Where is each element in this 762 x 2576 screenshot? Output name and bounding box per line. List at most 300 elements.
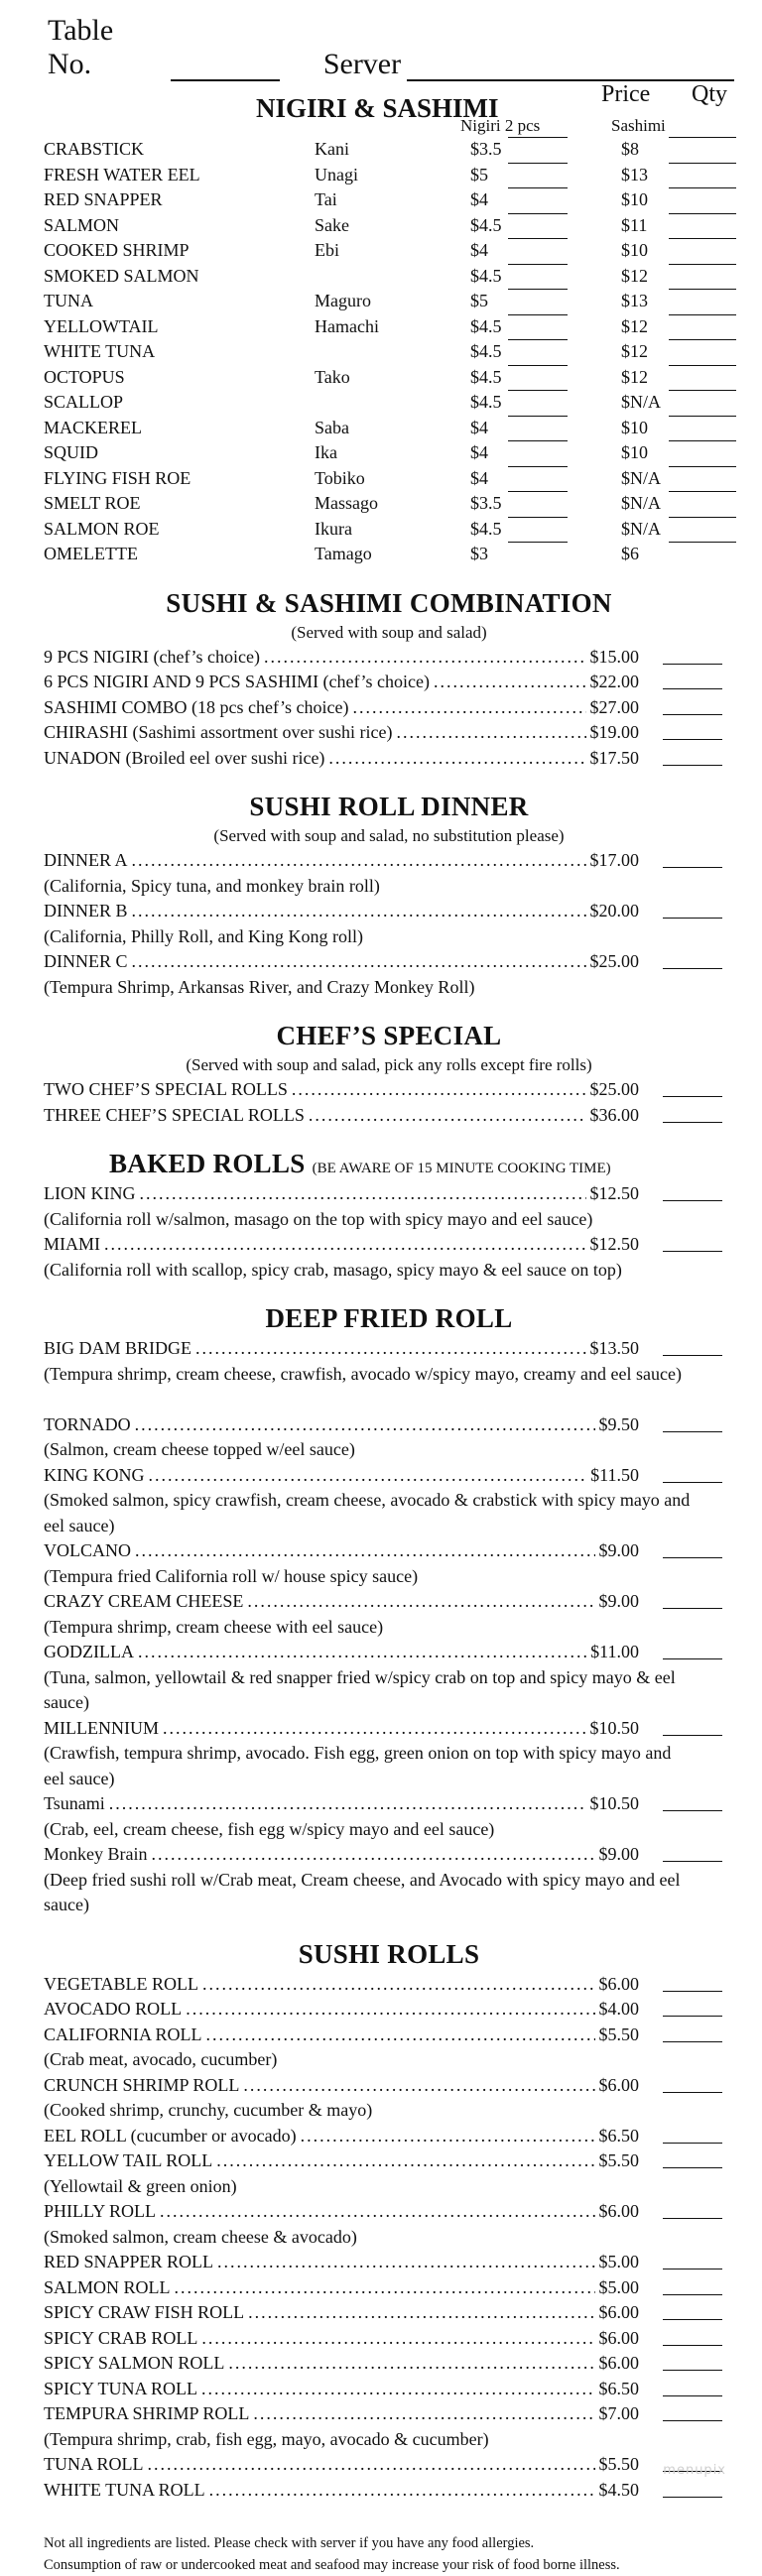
item-price: $6.50	[598, 2125, 639, 2146]
item-name: YELLOWTAIL	[44, 315, 159, 336]
item-description: (California roll with scallop, spicy crab, masago, spicy mayo & eel sauce on top)	[44, 1259, 622, 1280]
qty-blank[interactable]	[663, 1355, 722, 1356]
nigiri-row	[44, 491, 734, 517]
item-name: CRUNCH SHRIMP ROLL	[44, 2074, 240, 2095]
qty-blank[interactable]	[663, 2345, 722, 2346]
nigiri-row	[44, 440, 734, 466]
nigiri-qty-blank[interactable]	[508, 491, 568, 492]
item-description: (Tempura shrimp, cream cheese with eel sauce)	[44, 1616, 384, 1637]
dot-leader	[309, 1103, 586, 1129]
chef-title: CHEF’S SPECIAL	[276, 1021, 502, 1050]
nigiri-qty-blank[interactable]	[508, 416, 568, 417]
qty-blank[interactable]	[663, 918, 722, 919]
dot-leader	[264, 645, 586, 671]
qty-blank[interactable]	[663, 765, 722, 766]
item-name: WHITE TUNA	[44, 341, 156, 361]
sashimi-price: $8	[621, 139, 639, 159]
dot-leader	[132, 848, 586, 874]
nigiri-price: $4.5	[470, 315, 502, 336]
nigiri-price: $3.5	[470, 493, 502, 513]
sashimi-price: $10	[621, 442, 648, 462]
sashimi-qty-blank[interactable]	[669, 365, 736, 366]
qty-blank[interactable]	[663, 688, 722, 689]
menu-item	[44, 1538, 734, 1564]
qty-blank[interactable]	[663, 1658, 722, 1659]
qty-blank[interactable]	[663, 739, 722, 740]
item-name: TEMPURA SHRIMP ROLL	[44, 2403, 250, 2423]
qty-blank[interactable]	[663, 1200, 722, 1201]
nigiri-qty-blank[interactable]	[508, 213, 568, 214]
dot-leader	[186, 1997, 594, 2023]
chef-subtitle: (Served with soup and salad, pick any rolls except fire rolls)	[186, 1055, 592, 1074]
item-name: SMELT ROE	[44, 493, 141, 513]
dot-leader	[135, 1538, 595, 1564]
qty-blank[interactable]	[663, 664, 722, 665]
dot-leader	[160, 2199, 594, 2225]
menu-item	[44, 1077, 734, 1103]
item-price: $20.00	[589, 901, 639, 920]
nigiri-price: $4.5	[470, 518, 502, 539]
nigiri-row	[44, 314, 734, 340]
item-name: CRAZY CREAM CHEESE	[44, 1591, 244, 1611]
nigiri-price: $3.5	[470, 139, 502, 159]
item-name: SQUID	[44, 442, 99, 462]
menu-item	[44, 848, 734, 874]
item-name: GODZILLA	[44, 1642, 134, 1661]
sashimi-qty-blank[interactable]	[669, 339, 736, 340]
dot-leader	[248, 2300, 594, 2326]
item-description: (Deep fried sushi roll w/Crab meat, Cream cheese, and Avocado with spicy mayo and eel sauce)	[44, 1869, 681, 1914]
nigiri-row	[44, 517, 734, 543]
menu-item	[44, 2377, 734, 2402]
qty-blank[interactable]	[663, 1557, 722, 1558]
menu-item	[44, 2148, 734, 2174]
nigiri-qty-blank[interactable]	[508, 314, 568, 315]
dot-leader	[201, 2326, 594, 2352]
menu-item	[44, 1791, 734, 1817]
sashimi-subheader: Sashimi	[611, 116, 666, 135]
nigiri-price: $4	[470, 442, 488, 462]
server-label: Server	[322, 48, 402, 80]
item-price: $6.00	[598, 2302, 639, 2322]
baked-note: (BE AWARE OF 15 MINUTE COOKING TIME)	[312, 1161, 611, 1176]
baked-header	[44, 1146, 734, 1181]
menu-item	[44, 720, 734, 746]
sashimi-price: $10	[621, 240, 648, 260]
nigiri-qty-blank[interactable]	[508, 187, 568, 188]
dot-leader	[243, 2073, 594, 2099]
qty-column-label: Qty	[692, 81, 727, 107]
qty-blank[interactable]	[663, 1431, 722, 1432]
sashimi-qty-blank[interactable]	[669, 517, 736, 518]
sashimi-price: $12	[621, 265, 648, 286]
qty-blank[interactable]	[663, 2218, 722, 2219]
dinner-subtitle: (Served with soup and salad, no substitution please)	[213, 826, 565, 845]
item-name: LION KING	[44, 1183, 136, 1203]
baked-list	[44, 1181, 734, 1283]
sashimi-price: $N/A	[621, 467, 661, 488]
item-price: $7.00	[598, 2403, 639, 2423]
menu-item	[44, 2326, 734, 2352]
item-price: $6.00	[598, 2074, 639, 2095]
menu-item	[44, 1103, 734, 1129]
item-name: TWO CHEF’S SPECIAL ROLLS	[44, 1079, 288, 1099]
item-price: $6.00	[598, 1973, 639, 1994]
item-price: $17.00	[589, 850, 639, 870]
item-description: (Crawfish, tempura shrimp, avocado. Fish egg, green onion on top with spicy mayo and eel sauce)	[44, 1743, 672, 1788]
item-name: SPICY CRAW FISH ROLL	[44, 2302, 245, 2322]
nigiri-price: $4	[470, 467, 488, 488]
item-name: EEL ROLL (cucumber or avocado)	[44, 2125, 297, 2146]
item-price: $5.50	[598, 2150, 639, 2170]
sashimi-qty-blank[interactable]	[669, 542, 736, 543]
menu-item	[44, 1716, 734, 1742]
item-name: 6 PCS NIGIRI AND 9 PCS SASHIMI (chef’s choice)	[44, 672, 430, 691]
nigiri-row	[44, 137, 734, 163]
menu-item	[44, 645, 734, 671]
item-name: SCALLOP	[44, 392, 124, 412]
sashimi-price: $12	[621, 366, 648, 387]
footer	[44, 2532, 734, 2576]
item-price: $9.00	[598, 1540, 639, 1560]
dot-leader	[396, 720, 585, 746]
item-name: SALMON ROE	[44, 518, 160, 539]
nigiri-price: $4.5	[470, 392, 502, 412]
rolls-list	[44, 1972, 734, 2504]
item-price: $22.00	[589, 672, 639, 691]
nigiri-row	[44, 187, 734, 213]
qty-blank[interactable]	[663, 2370, 722, 2371]
item-name: SPICY TUNA ROLL	[44, 2378, 198, 2398]
japanese-name: Sake	[315, 214, 349, 235]
dot-leader	[132, 949, 586, 975]
nigiri-qty-blank[interactable]	[508, 238, 568, 239]
japanese-name: Saba	[315, 417, 349, 437]
item-name: MILLENNIUM	[44, 1717, 159, 1738]
qty-blank[interactable]	[663, 2497, 722, 2498]
item-description: (Tuna, salmon, yellowtail & red snapper fried w/spicy crab on top and spicy mayo & eel sauce)	[44, 1666, 676, 1712]
sashimi-price: $12	[621, 341, 648, 361]
item-name: DINNER C	[44, 951, 128, 971]
menu-item	[44, 2300, 734, 2326]
menu-item	[44, 1997, 734, 2023]
combo-subtitle: (Served with soup and salad)	[291, 622, 487, 642]
item-name: KING KONG	[44, 1464, 145, 1485]
dot-leader	[139, 1181, 585, 1207]
qty-blank[interactable]	[663, 2167, 722, 2168]
nigiri-row	[44, 365, 734, 391]
nigiri-price: $3	[470, 544, 488, 563]
dot-leader	[138, 1640, 586, 1665]
sashimi-price: $N/A	[621, 392, 661, 412]
item-price: $9.00	[598, 1591, 639, 1611]
dot-leader	[202, 1972, 594, 1998]
item-price: $5.00	[598, 2276, 639, 2297]
sashimi-price: $N/A	[621, 518, 661, 539]
nigiri-qty-blank[interactable]	[508, 289, 568, 290]
japanese-name: Ebi	[315, 240, 339, 260]
japanese-name: Tamago	[315, 544, 372, 563]
nigiri-row	[44, 416, 734, 441]
sashimi-qty-blank[interactable]	[669, 238, 736, 239]
item-name: OMELETTE	[44, 544, 138, 563]
dot-leader	[151, 1842, 594, 1868]
qty-blank[interactable]	[663, 1251, 722, 1252]
sashimi-price: $12	[621, 315, 648, 336]
item-name: RED SNAPPER ROLL	[44, 2252, 214, 2271]
item-name: SALMON ROLL	[44, 2276, 171, 2297]
menu-item	[44, 2478, 734, 2504]
dot-leader	[148, 2452, 595, 2478]
nigiri-price: $4.5	[470, 265, 502, 286]
sashimi-qty-blank[interactable]	[669, 440, 736, 441]
dinner-list	[44, 848, 734, 1000]
item-description: (California, Philly Roll, and King Kong roll)	[44, 925, 363, 946]
nigiri-qty-blank[interactable]	[508, 163, 568, 164]
japanese-name: Ikura	[315, 518, 352, 539]
item-description: (Cooked shrimp, crunchy, cucumber & mayo)	[44, 2100, 373, 2120]
japanese-name: Ika	[315, 442, 337, 462]
qty-blank[interactable]	[663, 1861, 722, 1862]
sashimi-qty-blank[interactable]	[669, 187, 736, 188]
nigiri-qty-blank[interactable]	[508, 365, 568, 366]
dot-leader	[247, 1589, 594, 1615]
nigiri-qty-blank[interactable]	[508, 466, 568, 467]
item-price: $11.00	[590, 1642, 639, 1661]
item-description: (Tempura shrimp, cream cheese, crawfish, avocado w/spicy mayo, creamy and eel sauce)	[44, 1363, 682, 1384]
item-name: BIG DAM BRIDGE	[44, 1338, 192, 1358]
dot-leader	[209, 2478, 595, 2504]
dot-leader	[434, 670, 586, 695]
item-name: TORNADO	[44, 1413, 131, 1434]
japanese-name: Kani	[315, 139, 349, 159]
nigiri-price: $5	[470, 291, 488, 310]
sashimi-qty-blank[interactable]	[669, 466, 736, 467]
table-label: Table No.	[48, 14, 114, 80]
qty-blank[interactable]	[663, 2041, 722, 2042]
menu-item	[44, 2124, 734, 2149]
nigiri-qty-blank[interactable]	[508, 517, 568, 518]
sashimi-qty-blank[interactable]	[669, 416, 736, 417]
japanese-name: Unagi	[315, 164, 358, 184]
item-name: MACKEREL	[44, 417, 142, 437]
item-name: MIAMI	[44, 1234, 100, 1254]
menu-item	[44, 1640, 734, 1665]
qty-blank[interactable]	[663, 714, 722, 715]
japanese-name: Tobiko	[315, 467, 365, 488]
item-description: (Crab meat, avocado, cucumber)	[44, 2049, 278, 2069]
dot-leader	[206, 2023, 595, 2048]
nigiri-row	[44, 466, 734, 492]
item-price: $6.00	[598, 2353, 639, 2373]
menu-item	[44, 2351, 734, 2377]
allergy-note: Not all ingredients are listed. Please check with server if you have any food allergies.	[44, 2535, 535, 2551]
item-price: $6.50	[598, 2378, 639, 2398]
dot-leader	[217, 2250, 594, 2275]
nigiri-row	[44, 163, 734, 188]
item-price: $9.00	[598, 1844, 639, 1864]
item-price: $5.00	[598, 2252, 639, 2271]
qty-blank[interactable]	[663, 2319, 722, 2320]
qty-blank[interactable]	[663, 1608, 722, 1609]
sashimi-qty-blank[interactable]	[669, 289, 736, 290]
nigiri-row	[44, 390, 734, 416]
dinner-title: SUSHI ROLL DINNER	[249, 792, 529, 821]
menu-item	[44, 746, 734, 772]
item-description: (Crab, eel, cream cheese, fish egg w/spicy mayo and eel sauce)	[44, 1818, 495, 1839]
sashimi-price: $N/A	[621, 493, 661, 513]
item-name: CHIRASHI (Sashimi assortment over sushi rice)	[44, 722, 393, 742]
japanese-name: Tako	[315, 366, 350, 387]
item-price: $13.50	[589, 1338, 639, 1358]
qty-blank[interactable]	[663, 2395, 722, 2396]
qty-blank[interactable]	[663, 1122, 722, 1123]
nigiri-qty-blank[interactable]	[508, 137, 568, 138]
qty-blank[interactable]	[663, 2092, 722, 2093]
menu-item	[44, 1181, 734, 1207]
item-price: $15.00	[589, 646, 639, 667]
qty-blank[interactable]	[663, 1735, 722, 1736]
qty-blank[interactable]	[663, 2294, 722, 2295]
dot-leader	[201, 2377, 594, 2402]
menu-item	[44, 2199, 734, 2225]
sashimi-price: $13	[621, 291, 648, 310]
nigiri-qty-blank[interactable]	[508, 264, 568, 265]
sashimi-price: $10	[621, 189, 648, 209]
item-price: $27.00	[589, 696, 639, 717]
rolls-title: SUSHI ROLLS	[298, 1938, 480, 1969]
qty-blank[interactable]	[663, 1096, 722, 1097]
qty-blank[interactable]	[663, 968, 722, 969]
qty-blank[interactable]	[663, 2420, 722, 2421]
nigiri-subheader: Nigiri 2 pcs	[460, 116, 541, 135]
qty-blank[interactable]	[663, 2016, 722, 2017]
menu-item	[44, 1972, 734, 1998]
item-name: THREE CHEF’S SPECIAL ROLLS	[44, 1104, 305, 1125]
nigiri-qty-blank[interactable]	[508, 390, 568, 391]
menu-item	[44, 2250, 734, 2275]
dot-leader	[149, 1463, 587, 1489]
item-description: (Tempura Shrimp, Arkansas River, and Crazy Monkey Roll)	[44, 976, 475, 997]
menu-item	[44, 1336, 734, 1362]
item-name: SMOKED SALMON	[44, 265, 199, 286]
qty-blank[interactable]	[663, 1810, 722, 1811]
menu-item	[44, 2452, 734, 2478]
item-name: CALIFORNIA ROLL	[44, 2024, 202, 2044]
dot-leader	[163, 1716, 586, 1742]
dot-leader	[328, 746, 585, 772]
nigiri-row	[44, 238, 734, 264]
dot-leader	[195, 1336, 585, 1362]
menu-item	[44, 899, 734, 924]
dot-leader	[301, 2124, 595, 2149]
nigiri-row	[44, 289, 734, 314]
item-name: TUNA ROLL	[44, 2454, 144, 2474]
sashimi-price: $10	[621, 417, 648, 437]
nigiri-qty-blank[interactable]	[508, 542, 568, 543]
nigiri-qty-blank[interactable]	[508, 440, 568, 441]
item-name: YELLOW TAIL ROLL	[44, 2150, 213, 2170]
item-price: $9.50	[598, 1413, 639, 1434]
qty-blank[interactable]	[663, 2143, 722, 2144]
item-description: (Smoked salmon, spicy crawfish, cream cheese, avocado & crabstick with spicy mayo and eel sauce)	[44, 1490, 691, 1535]
nigiri-price: $4.5	[470, 214, 502, 235]
qty-blank[interactable]	[663, 1991, 722, 1992]
table-number-blank[interactable]	[171, 54, 280, 81]
item-name: FLYING FISH ROE	[44, 467, 191, 488]
sashimi-qty-blank[interactable]	[669, 213, 736, 214]
item-name: TUNA	[44, 291, 93, 310]
item-name: VOLCANO	[44, 1540, 131, 1560]
menu-item	[44, 2023, 734, 2048]
item-name: DINNER B	[44, 901, 128, 920]
nigiri-qty-blank[interactable]	[508, 339, 568, 340]
deep-title: DEEP FRIED ROLL	[265, 1303, 513, 1333]
item-price: $5.50	[598, 2024, 639, 2044]
dot-leader	[216, 2148, 594, 2174]
sashimi-qty-blank[interactable]	[669, 491, 736, 492]
menu-item	[44, 1232, 734, 1258]
nigiri-row	[44, 264, 734, 290]
japanese-name: Tai	[315, 189, 337, 209]
item-name: RED SNAPPER	[44, 189, 163, 209]
japanese-name: Hamachi	[315, 315, 379, 336]
sashimi-qty-blank[interactable]	[669, 314, 736, 315]
item-price: $6.00	[598, 2201, 639, 2221]
sashimi-price: $11	[621, 214, 648, 235]
sashimi-qty-blank[interactable]	[669, 390, 736, 391]
raw-food-warning: Consumption of raw or undercooked meat and seafood may increase your risk of food borne illness.	[44, 2557, 620, 2573]
nigiri-title: NIGIRI & SASHIMI	[256, 93, 499, 123]
dot-leader	[228, 2351, 594, 2377]
order-header	[44, 0, 734, 81]
nigiri-row	[44, 213, 734, 239]
dot-leader	[135, 1412, 595, 1438]
menu-item	[44, 1589, 734, 1615]
item-price: $4.00	[598, 1999, 639, 2019]
menu-item	[44, 695, 734, 721]
qty-blank[interactable]	[663, 867, 722, 868]
sashimi-qty-blank[interactable]	[669, 163, 736, 164]
nigiri-row	[44, 542, 734, 567]
sashimi-qty-blank[interactable]	[669, 137, 736, 138]
nigiri-list	[44, 137, 734, 567]
sashimi-qty-blank[interactable]	[669, 264, 736, 265]
server-name-blank[interactable]	[407, 54, 734, 81]
item-name: SASHIMI COMBO (18 pcs chef’s choice)	[44, 696, 349, 717]
dot-leader	[109, 1791, 586, 1817]
combo-title: SUSHI & SASHIMI COMBINATION	[166, 587, 612, 618]
item-name: VEGETABLE ROLL	[44, 1973, 199, 1994]
nigiri-header	[44, 81, 734, 137]
item-name: SALMON	[44, 214, 120, 235]
item-description: (Tempura fried California roll w/ house spicy sauce)	[44, 1565, 419, 1586]
dot-leader	[253, 2401, 594, 2427]
menu-item	[44, 1842, 734, 1868]
qty-blank[interactable]	[663, 1482, 722, 1483]
japanese-name: Massago	[315, 493, 378, 513]
item-price: $12.50	[589, 1183, 639, 1203]
item-name: COOKED SHRIMP	[44, 240, 190, 260]
item-description: (Yellowtail & green onion)	[44, 2175, 237, 2196]
dot-leader	[175, 2275, 595, 2301]
dot-leader	[292, 1077, 586, 1103]
item-price: $12.50	[589, 1234, 639, 1254]
item-price: $4.50	[598, 2479, 639, 2500]
item-name: FRESH WATER EEL	[44, 164, 200, 184]
item-description: (California, Spicy tuna, and monkey brain roll)	[44, 875, 380, 896]
deep-list	[44, 1336, 734, 1918]
